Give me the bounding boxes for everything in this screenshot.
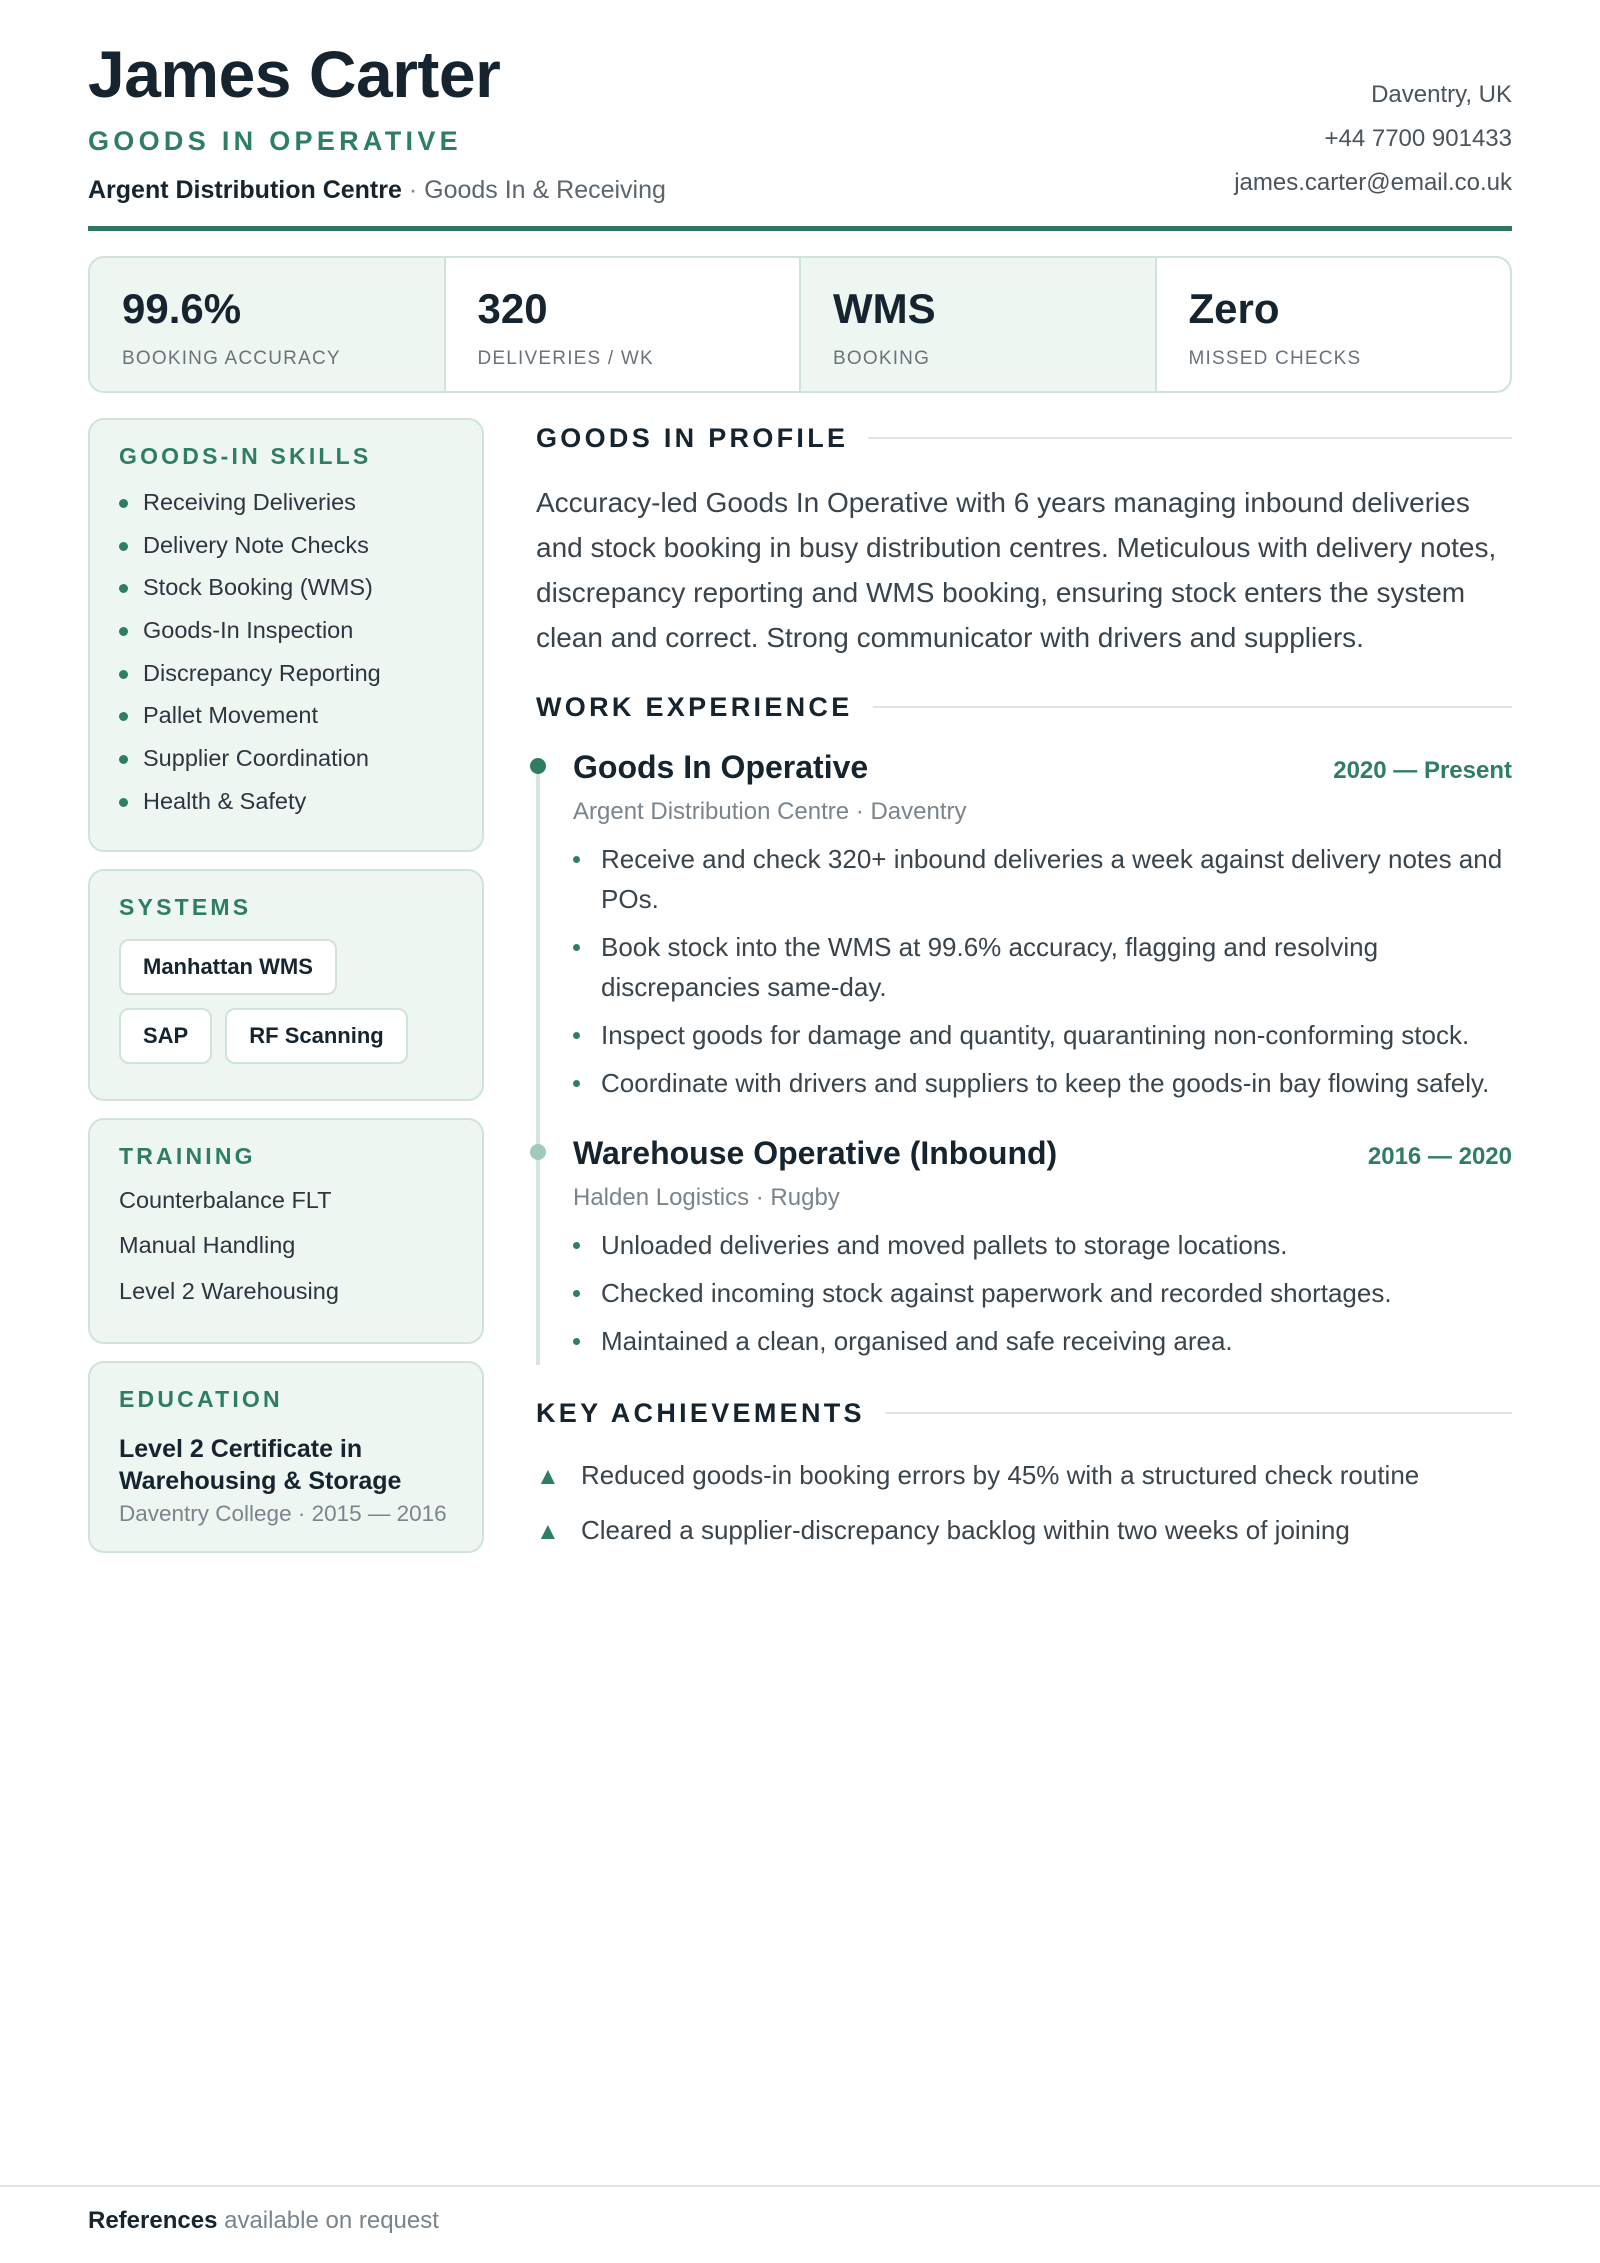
skill-item: Pallet Movement	[119, 699, 454, 742]
skill-item: Supplier Coordination	[119, 742, 454, 785]
job-bullet: Checked incoming stock against paperwork and recorded shortages.	[573, 1273, 1512, 1313]
experience-section	[536, 687, 1512, 1379]
stat-label: BOOKING	[833, 348, 931, 369]
skill-item: Receiving Deliveries	[119, 486, 454, 529]
education-qualification: Level 2 Certificate in Warehousing & Storage	[119, 1435, 402, 1495]
job-entry	[536, 1133, 1512, 1379]
references-text: available on request	[217, 2207, 439, 2234]
employer-name: Argent Distribution Centre	[88, 176, 402, 204]
job-bullet: Receive and check 320+ inbound deliveries a week against delivery notes and POs.	[573, 839, 1512, 919]
content-columns	[88, 418, 1512, 1570]
contact-email: james.carter@email.co.uk	[1234, 169, 1512, 196]
timeline-dot	[530, 1144, 546, 1160]
stat-label: BOOKING ACCURACY	[122, 348, 341, 369]
experience-title: WORK EXPERIENCE	[536, 691, 853, 722]
stat-card	[1157, 258, 1511, 391]
references-label: References	[88, 2207, 218, 2234]
job-bullet: Maintained a clean, organised and safe receiving area.	[573, 1321, 1512, 1361]
skill-item: Health & Safety	[119, 785, 454, 828]
achievement-text: Cleared a supplier-discrepancy backlog within two weeks of joining	[581, 1515, 1350, 1545]
job-header	[573, 1133, 1512, 1173]
section-heading	[536, 1393, 1512, 1433]
triangle-up-icon: ▲	[536, 1463, 560, 1490]
experience-timeline	[536, 747, 1512, 1379]
department: Goods In & Receiving	[424, 176, 666, 204]
stat-value: WMS	[833, 285, 936, 332]
job-company: Argent Distribution Centre · Daventry	[573, 798, 967, 825]
job-bullet: Book stock into the WMS at 99.6% accuracy, flagging and resolving discrepancies same-day.	[573, 927, 1512, 1007]
achievements-section	[536, 1393, 1512, 1552]
education-title: EDUCATION	[119, 1386, 283, 1412]
candidate-name: James Carter	[88, 37, 501, 111]
job-bullet: Coordinate with drivers and suppliers to keep the goods-in bay flowing safely.	[573, 1063, 1512, 1103]
header-divider	[88, 226, 1512, 231]
profile-section	[536, 418, 1512, 660]
job-company: Halden Logistics · Rugby	[573, 1184, 840, 1211]
achievement-item	[536, 1455, 1512, 1497]
training-list	[119, 1184, 454, 1321]
job-header	[573, 747, 1512, 787]
section-divider	[873, 706, 1512, 708]
skill-item: Stock Booking (WMS)	[119, 571, 454, 614]
systems-card	[88, 869, 484, 1101]
job-title: Goods In Operative	[573, 749, 869, 785]
timeline-dot	[530, 758, 546, 774]
profile-summary: Accuracy-led Goods In Operative with 6 years managing inbound deliveries and stock booking in busy distribution centres. Meticulous with delivery notes, discrepancy reporting and WMS booking, ensuring stock enters the system clean and correct. Strong communicator with drivers and suppliers.	[536, 487, 1497, 653]
section-divider	[885, 1412, 1512, 1414]
skills-title: GOODS-IN SKILLS	[119, 443, 372, 469]
job-role: GOODS IN OPERATIVE	[88, 126, 462, 156]
contact-location: Daventry, UK	[1371, 81, 1512, 108]
training-item: Level 2 Warehousing	[119, 1277, 339, 1304]
stat-value: Zero	[1188, 285, 1280, 332]
resume-header	[88, 0, 1512, 235]
system-chip: SAP	[119, 1008, 212, 1064]
employer-separator: ·	[401, 176, 425, 204]
section-heading	[536, 418, 1512, 458]
achievement-item	[536, 1510, 1512, 1552]
education-meta: Daventry College · 2015 — 2016	[119, 1501, 447, 1526]
job-bullet: Inspect goods for damage and quantity, quarantining non-conforming stock.	[573, 1015, 1512, 1055]
system-chip: Manhattan WMS	[119, 939, 337, 995]
references-note	[88, 2206, 439, 2236]
training-title: TRAINING	[119, 1142, 256, 1169]
training-item: Counterbalance FLT	[119, 1186, 332, 1213]
job-bullets	[573, 1225, 1512, 1379]
stat-label: DELIVERIES / WK	[477, 348, 654, 369]
stat-label: MISSED CHECKS	[1188, 348, 1362, 369]
stats-bar	[88, 256, 1512, 393]
system-chip: RF Scanning	[225, 1008, 407, 1064]
profile-title: GOODS IN PROFILE	[536, 422, 849, 453]
education-card	[88, 1361, 484, 1553]
job-bullet: Unloaded deliveries and moved pallets to storage locations.	[573, 1225, 1512, 1265]
achievements-list	[536, 1455, 1512, 1552]
job-title: Warehouse Operative (Inbound)	[573, 1135, 1058, 1171]
training-item: Manual Handling	[119, 1232, 296, 1258]
skill-item: Discrepancy Reporting	[119, 657, 454, 700]
section-divider	[868, 437, 1512, 439]
contact-phone: +44 7700 901433	[1324, 125, 1512, 152]
stat-card	[90, 258, 446, 391]
stat-card	[446, 258, 802, 391]
job-dates: 2020 — Present	[1333, 757, 1512, 784]
stat-value: 99.6%	[122, 285, 242, 332]
systems-title: SYSTEMS	[119, 893, 252, 920]
stat-card	[801, 258, 1157, 391]
main-content	[536, 418, 1512, 1570]
triangle-up-icon: ▲	[536, 1518, 560, 1545]
training-card	[88, 1118, 484, 1345]
job-dates: 2016 — 2020	[1367, 1143, 1512, 1170]
skills-card	[88, 418, 484, 852]
job-entry	[536, 747, 1512, 1121]
section-heading	[536, 687, 1512, 727]
contact-details	[1234, 78, 1512, 210]
skill-item: Goods-In Inspection	[119, 614, 454, 657]
footer-divider	[0, 2185, 1600, 2187]
sidebar	[88, 418, 484, 1570]
skill-item: Delivery Note Checks	[119, 529, 454, 572]
systems-chips	[119, 939, 454, 1077]
job-bullets	[573, 839, 1512, 1121]
stat-value: 320	[477, 285, 548, 332]
achievement-text: Reduced goods-in booking errors by 45% with a structured check routine	[581, 1460, 1420, 1490]
achievements-title: KEY ACHIEVEMENTS	[536, 1397, 865, 1428]
skills-list	[119, 486, 454, 828]
